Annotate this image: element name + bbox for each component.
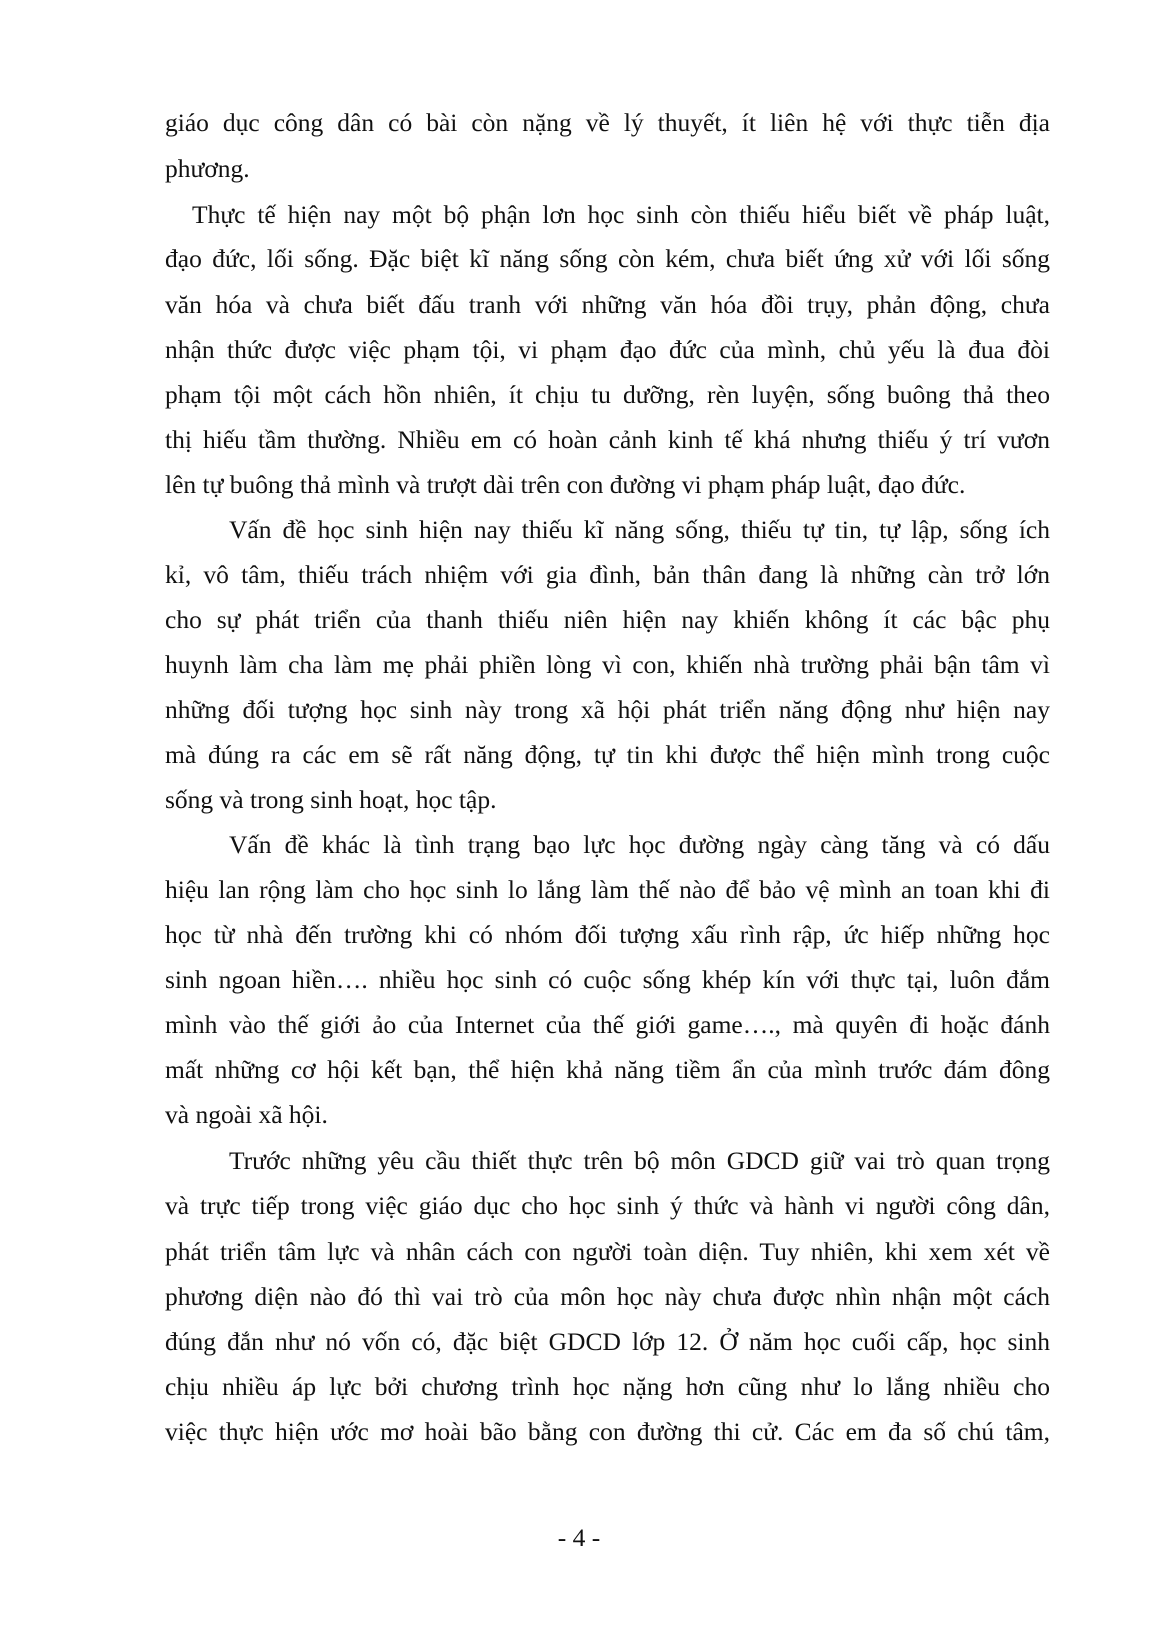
text-line: Trước những yêu cầu thiết thực trên bộ môn GDCD giữ vai trò quan trọng <box>229 1146 1050 1175</box>
text-line: mình vào thế giới ảo của Internet của thế giới game…., mà quyên đi hoặc đánh <box>165 1010 1050 1039</box>
text-line: và trực tiếp trong việc giáo dục cho học sinh ý thức và hành vi người công dân, <box>165 1191 1050 1220</box>
text-line: học từ nhà đến trường khi có nhóm đối tượng xấu rình rập, ức hiếp những học <box>165 920 1050 949</box>
text-line: hiệu lan rộng làm cho học sinh lo lắng làm thế nào để bảo vệ mình an toan khi đi <box>165 875 1050 904</box>
text-line: chịu nhiều áp lực bởi chương trình học nặng hơn cũng như lo lắng nhiều cho <box>165 1372 1050 1401</box>
text-line: thị hiếu tầm thường. Nhiều em có hoàn cảnh kinh tế khá nhưng thiếu ý trí vươn <box>165 425 1050 454</box>
page-number: - 4 - <box>557 1523 601 1552</box>
text-line: huynh làm cha làm mẹ phải phiền lòng vì con, khiến nhà trường phải bận tâm vì <box>165 650 1050 679</box>
text-line: Thực tế hiện nay một bộ phận lơn học sinh còn thiếu hiểu biết về pháp luật, <box>192 200 1050 229</box>
text-line: kỉ, vô tâm, thiếu trách nhiệm với gia đình, bản thân đang là những càn trở lớn <box>165 560 1050 589</box>
text-line: việc thực hiện ước mơ hoài bão bằng con đường thi cử. Các em đa số chú tâm, <box>165 1417 1050 1446</box>
text-line: cho sự phát triển của thanh thiếu niên hiện nay khiến không ít các bậc phụ <box>165 605 1050 634</box>
text-line: Vấn đề khác là tình trạng bạo lực học đường ngày càng tăng và có dấu <box>229 830 1050 859</box>
text-line: sống và trong sinh hoạt, học tập. <box>165 785 497 814</box>
text-line: phương diện nào đó thì vai trò của môn học này chưa được nhìn nhận một cách <box>165 1282 1050 1311</box>
text-line: phát triển tâm lực và nhân cách con người toàn diện. Tuy nhiên, khi xem xét về <box>165 1237 1050 1266</box>
text-line: giáo dục công dân có bài còn nặng về lý thuyết, ít liên hệ với thực tiễn địa <box>165 108 1050 137</box>
text-line: văn hóa và chưa biết đấu tranh với những văn hóa đồi trụy, phản động, chưa <box>165 290 1050 319</box>
text-line: đúng đắn như nó vốn có, đặc biệt GDCD lớp 12. Ở năm học cuối cấp, học sinh <box>165 1327 1050 1356</box>
text-line: mà đúng ra các em sẽ rất năng động, tự tin khi được thể hiện mình trong cuộc <box>165 740 1050 769</box>
text-line: sinh ngoan hiền…. nhiều học sinh có cuộc sống khép kín với thực tại, luôn đắm <box>165 965 1050 994</box>
text-line: đạo đức, lối sống. Đặc biệt kĩ năng sống còn kém, chưa biết ứng xử với lối sống <box>165 244 1050 273</box>
text-line: phạm tội một cách hồn nhiên, ít chịu tu dưỡng, rèn luyện, sống buông thả theo <box>165 380 1050 409</box>
text-line: lên tự buông thả mình và trượt dài trên con đường vi phạm pháp luật, đạo đức. <box>165 470 966 499</box>
text-line: mất những cơ hội kết bạn, thể hiện khả năng tiềm ẩn của mình trước đám đông <box>165 1055 1050 1084</box>
text-line: những đối tượng học sinh này trong xã hội phát triển năng động như hiện nay <box>165 695 1050 724</box>
text-line: Vấn đề học sinh hiện nay thiếu kĩ năng sống, thiếu tự tin, tự lập, sống ích <box>229 515 1050 544</box>
text-line: nhận thức được việc phạm tội, vi phạm đạo đức của mình, chủ yếu là đua đòi <box>165 335 1050 364</box>
text-line: và ngoài xã hội. <box>165 1100 328 1129</box>
text-line: phương. <box>165 154 250 183</box>
